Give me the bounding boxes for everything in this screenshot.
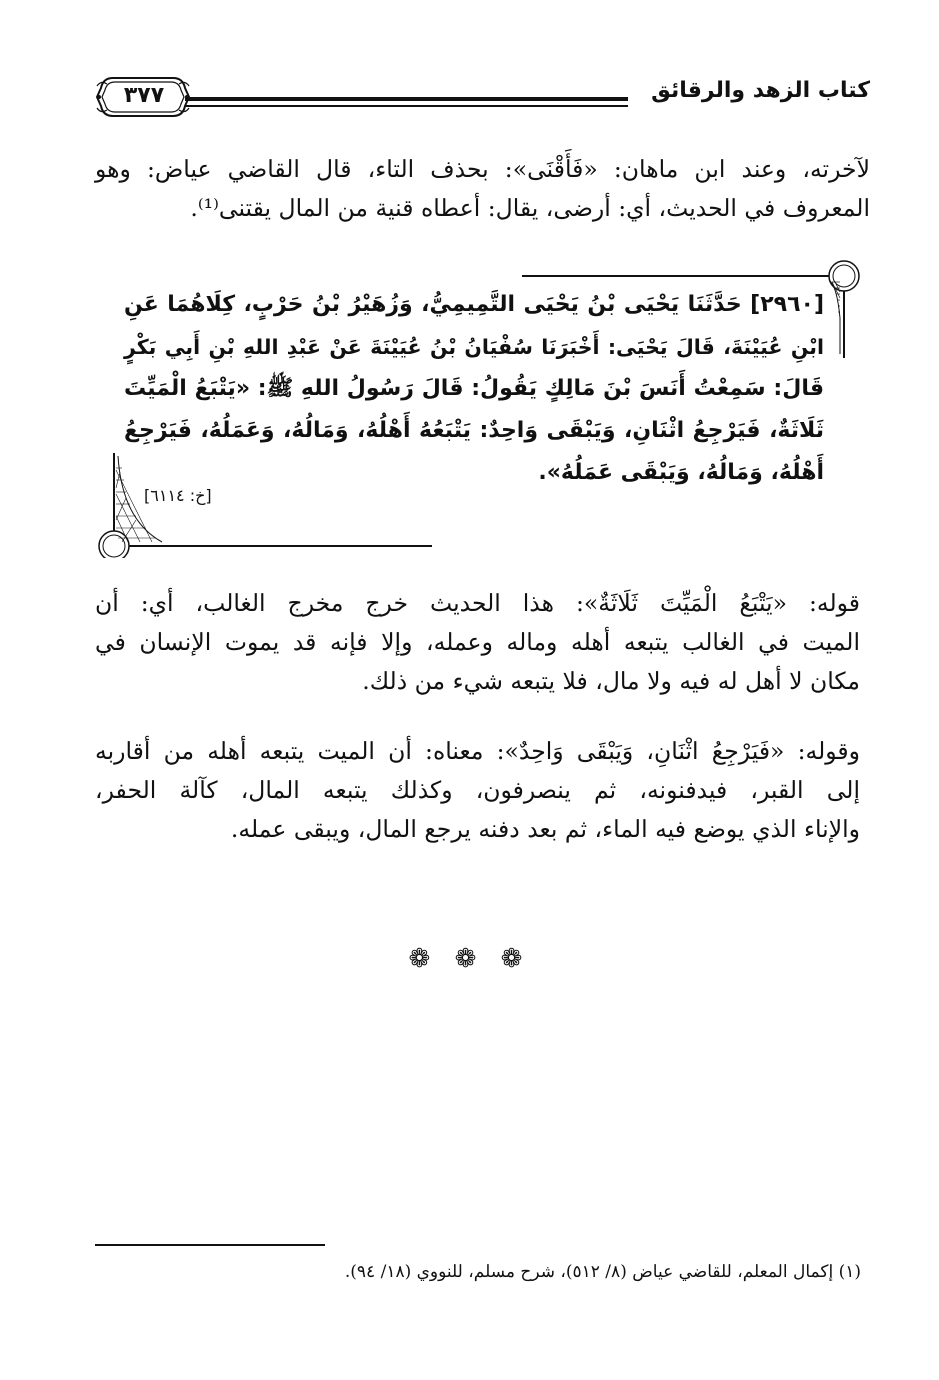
- text-line: المعروف في الحديث، أي: أرضى، يقال: أعطاه قنية من المال يقتنى⁽¹⁾.: [190, 194, 870, 222]
- hadith-line: ثَلَاثَةٌ، فَيَرْجِعُ اثْنَانِ، وَيَبْقَى وَاحِدٌ: يَتْبَعُهُ أَهْلُهُ، وَمَالُهُ، وَعَمَلُهُ، فَيَرْجِعُ: [124, 418, 824, 443]
- text-line: الميت في الغالب يتبعه أهله وماله وعمله، وإلا فإنه قد يموت الإنسان في: [95, 628, 860, 656]
- text-line: مكان لا أهل له فيه ولا مال، فلا يتبعه شيء من ذلك.: [362, 667, 860, 695]
- hadith-box: [92, 258, 864, 558]
- hadith-line: [٢٩٦٠] حَدَّثَنَا يَحْيَى بْنُ يَحْيَى التَّمِيمِيُّ، وَزُهَيْرُ بْنُ حَرْبٍ، كِلَاهُمَا عَنِ: [124, 292, 824, 317]
- hadith-line: أَهْلُهُ، وَمَالُهُ، وَيَبْقَى عَمَلُهُ».: [538, 460, 824, 485]
- commentary-paragraph: [95, 732, 860, 849]
- header-rule: [185, 97, 628, 101]
- text-line: والإناء الذي يوضع فيه الماء، ثم بعد دفنه يرجع المال، ويبقى عمله.: [230, 815, 860, 843]
- intro-paragraph: [95, 150, 870, 228]
- text-line: وقوله: «فَيَرْجِعُ اثْنَانِ، وَيَبْقَى وَاحِدٌ»: معناه: أن الميت يتبعه أهله من أقاربه: [95, 737, 860, 765]
- text-line: قوله: «يَتْبَعُ الْمَيِّتَ ثَلَاثَةٌ»: هذا الحديث خرج مخرج الغالب، أي: أن: [95, 589, 860, 617]
- footnote: (١) إكمال المعلم، للقاضي عياض (٨/ ٥١٢)، شرح مسلم، للنووي (١٨/ ٩٤).: [344, 1262, 861, 1282]
- footnote-divider: [95, 1244, 325, 1246]
- hadith-text: [124, 284, 824, 494]
- commentary-paragraph: [95, 584, 860, 701]
- header-rule-thin: [185, 105, 628, 107]
- hadith-line: قَالَ: سَمِعْتُ أَنَسَ بْنَ مَالِكٍ يَقُولُ: قَالَ رَسُولُ اللهِ ﷺ: «يَتْبَعُ الْمَيِّتَ: [124, 376, 824, 401]
- section-separator-icon: ❁ ❁ ❁: [408, 944, 531, 974]
- page-number: ٣٧٧: [123, 83, 165, 108]
- hadith-reference: [خ: ٦١١٤]: [144, 486, 212, 505]
- text-line: إلى القبر، فيدفنونه، ثم ينصرفون، وكذلك يتبعه المال، كآلة الحفر،: [95, 776, 860, 804]
- page-header: [95, 72, 870, 122]
- hadith-line: ابْنِ عُيَيْنَةَ، قَالَ يَحْيَى: أَخْبَرَنَا سُفْيَانُ بْنُ عُيَيْنَةَ عَنْ عَبْدِ اللهِ بْنِ أَبِي بَكْرٍ: [124, 335, 824, 359]
- chapter-title: كتاب الزهد والرقائق: [651, 78, 870, 103]
- text-line: لآخرته، وعند ابن ماهان: «فَأَقْنَى»: بحذف التاء، قال القاضي عياض: وهو: [95, 155, 870, 183]
